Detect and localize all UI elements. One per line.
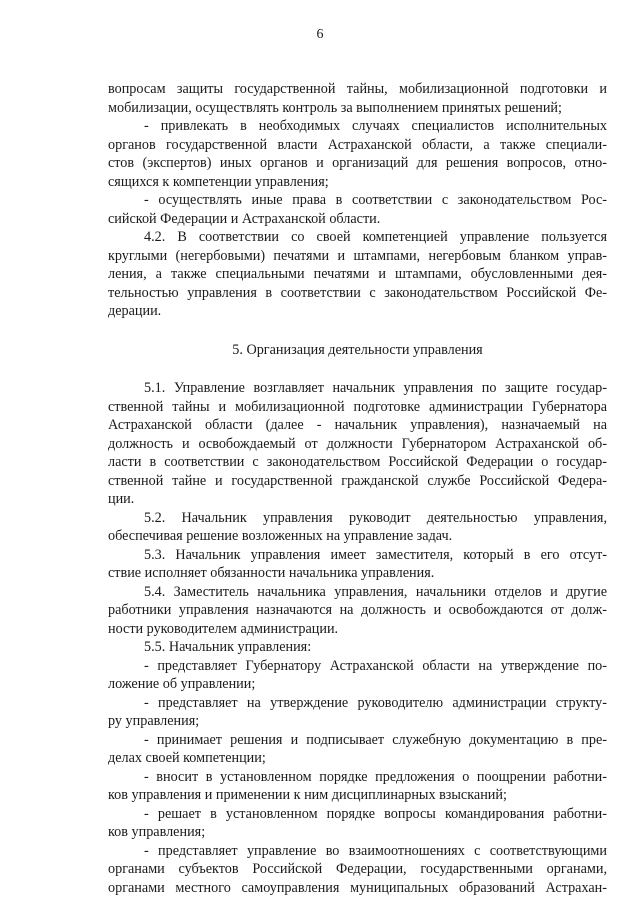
text-line: обеспечивая решение возложенных на управление задач. [108,528,453,544]
paragraph-spacer [108,321,607,341]
section-heading: 5. Организация деятельности управления [232,341,483,358]
text-line: ления, а также специальными печатями и штампами, обусловленными дея- [108,266,607,282]
text-line: дерации. [108,303,162,319]
text-line: вопросам защиты государственной тайны, мобилизационной подготовки и [108,81,607,97]
text-line: 5.4. Заместитель начальника управления, начальники отделов и другие [144,583,607,600]
text-line: - представляет на утверждение руководителю администрации структу- [144,694,607,711]
text-line: ственной тайны и мобилизационной подготовке администрации Губернатора [108,398,607,415]
text-line: ствие исполняет обязанности начальника управления. [108,565,435,581]
text-line: 5.1. Управление возглавляет начальник управления по защите государ- [144,380,607,396]
text-line: 5.3. Начальник управления имеет заместителя, который в его отсут- [144,546,607,563]
text-line: 5.2. Начальник управления руководит деятельностью управления, [144,509,607,526]
text-line: - принимает решения и подписывает служебную документацию в пре- [144,731,607,748]
text-line: - осуществлять иные права в соответствии с законодательством Рос- [144,192,607,208]
text-line: круглыми (негербовыми) печатями и штампами, негербовым бланком управ- [108,247,607,264]
text-line: делах своей компетенции; [108,750,266,766]
text-line: ков управления и применении к ним дисциплинарных взысканий; [108,787,507,803]
text-line: ственной тайне и государственной гражданской службе Российской Федера- [108,472,607,489]
text-line: - решает в установленном порядке вопросы командирования работни- [144,805,607,822]
page-number: 6 [316,27,324,42]
text-line: органами субъектов Российской Федерации, государственными органами, [108,861,607,877]
text-line: должность и освобождаемый от должности Губернатором Астраханской об- [108,435,607,452]
text-line: - привлекать в необходимых случаях специалистов исполнительных [144,118,607,134]
text-line: мобилизации, осуществлять контроль за выполнением принятых решений; [108,99,562,116]
text-line: - представляет управление во взаимоотношениях с соответствующими [144,842,607,859]
text-line: ласти в соответствии с законодательством Российской Федерации о государ- [108,454,607,470]
text-line: ков управления; [108,824,206,840]
text-line: 4.2. В соответствии со своей компетенцией управление пользуется [144,229,607,245]
text-line: тельностью управления в соответствии с законодательством Российской Фе- [108,284,607,301]
text-line: ру управления; [108,713,200,729]
text-line: сийской Федерации и Астраханской области. [108,210,381,227]
text-line: 5.5. Начальник управления: [144,639,312,655]
document-body [108,80,607,897]
text-line: Астраханской области (далее - начальник управления), назначаемый на [108,417,607,433]
text-line: ложение об управлении; [108,676,256,692]
paragraph-spacer [108,359,607,379]
text-line: сящихся к компетенции управления; [108,173,329,190]
text-line: стов (экспертов) иных органов и организаций для решения вопросов, отно- [108,155,607,171]
text-line: - вносит в установленном порядке предложения о поощрении работни- [144,768,607,785]
text-line: работники управления назначаются на должность и освобождаются от долж- [108,602,607,618]
text-line: органами местного самоуправления муниципальных образований Астрахан- [108,879,607,896]
text-line: - представляет Губернатору Астраханской области на утверждение по- [144,657,607,674]
text-line: органов государственной власти Астраханской области, а также специали- [108,136,607,153]
text-line: ции. [108,491,135,507]
text-line: ности руководителем администрации. [108,620,339,637]
